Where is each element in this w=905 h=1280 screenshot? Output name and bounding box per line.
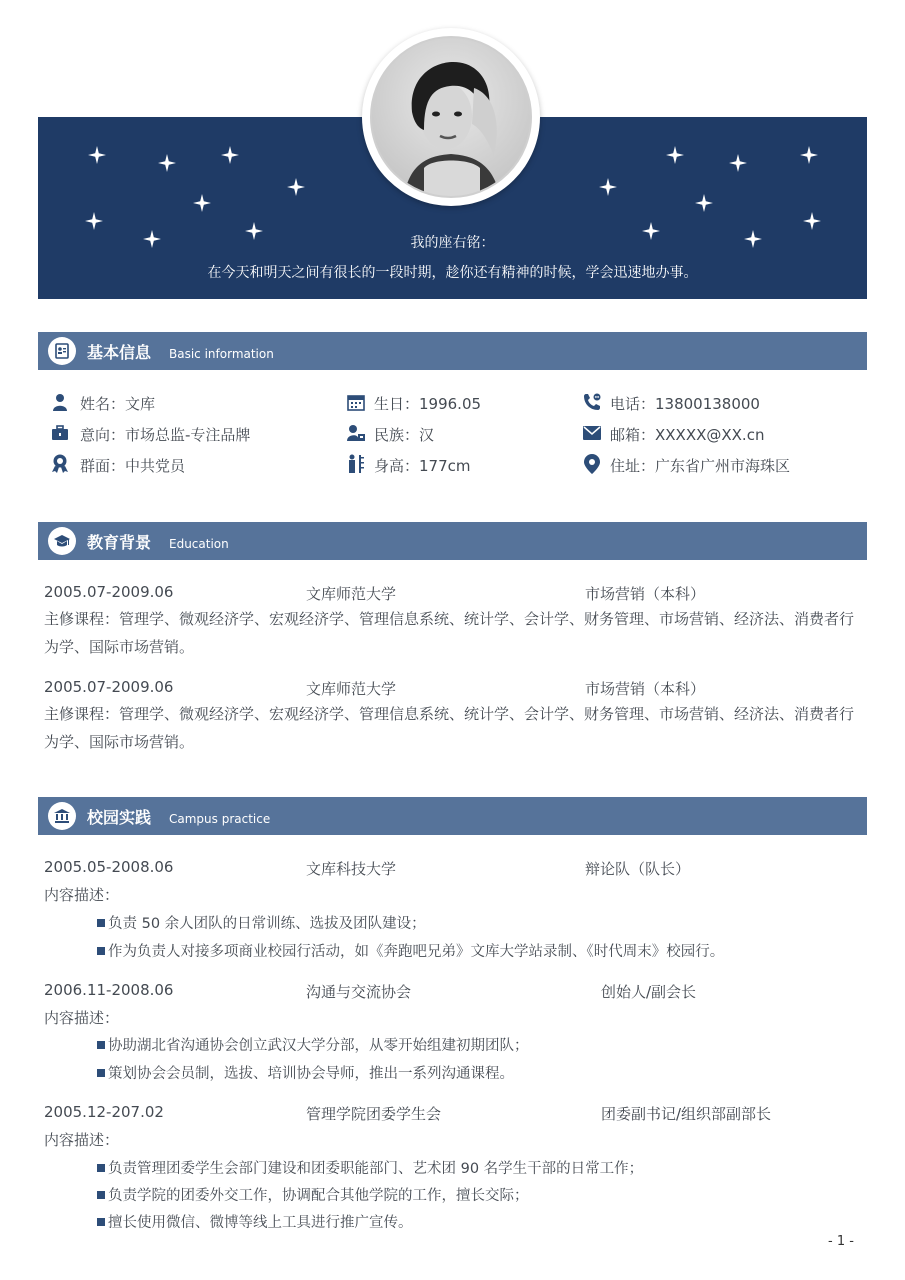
campus-bullet: 作为负责人对接多项商业校园行活动，如《奔跑吧兄弟》文库大学站录制、《时代周末》校园行。: [97, 940, 724, 961]
motto-text: 在今天和明天之间有很长的一段时期，趁你还有精神的时候，学会迅速地办事。: [207, 265, 698, 281]
campus-role: 辩论队（队长）: [585, 860, 691, 878]
info-phone: 电话：13800138000: [610, 395, 760, 413]
section-subtitle: Education: [169, 537, 229, 551]
mail-icon: [583, 426, 601, 440]
campus-role: 创始人/副会长: [601, 983, 697, 1001]
info-email: 邮箱：XXXXX@XX.cn: [610, 426, 765, 444]
star-icon: [729, 154, 747, 172]
briefcase-icon: [51, 425, 69, 441]
section-subtitle: Basic information: [169, 347, 274, 361]
campus-bullet: 擅长使用微信、微博等线上工具进行推广宣传。: [97, 1211, 413, 1232]
campus-bullet: 协助湖北省沟通协会创立武汉大学分部，从零开始组建初期团队；: [97, 1034, 529, 1055]
star-icon: [158, 154, 176, 172]
edu-major: 市场营销（本科）: [585, 585, 706, 603]
edu-period: 2005.07-2009.06: [44, 583, 174, 601]
campus-period: 2005.05-2008.06: [44, 858, 174, 876]
info-height: 身高：177cm: [374, 457, 471, 475]
campus-period: 2005.12-207.02: [44, 1103, 164, 1121]
star-icon: [221, 146, 239, 164]
campus-role: 团委副书记/组织部副部长: [601, 1105, 772, 1123]
star-icon: [193, 194, 211, 212]
motto-title: 我的座右铭：: [410, 235, 495, 251]
info-political: 群面：中共党员: [80, 457, 186, 475]
star-icon: [599, 178, 617, 196]
height-icon: [347, 454, 365, 474]
star-icon: [695, 194, 713, 212]
star-icon: [666, 146, 684, 164]
person-icon: [52, 393, 68, 411]
avatar-photo: [362, 28, 540, 206]
edu-period: 2005.07-2009.06: [44, 678, 174, 696]
section-education: [38, 522, 867, 560]
edu-school: 文库师范大学: [306, 585, 397, 603]
info-birthday: 生日：1996.05: [374, 395, 482, 413]
campus-bullet: 负责管理团委学生会部门建设和团委职能部门、艺术团 90 名学生干部的日常工作；: [97, 1157, 643, 1178]
star-icon: [85, 212, 103, 230]
edu-school: 文库师范大学: [306, 680, 397, 698]
phone-icon: [582, 393, 602, 411]
edu-courses: 主修课程：管理学、微观经济学、宏观经济学、管理信息系统、统计学、会计学、财务管理、市场营销、经济法、消费者行为学、国际市场营销。: [44, 610, 855, 656]
campus-desc-label: 内容描述：: [44, 1131, 120, 1149]
campus-desc-label: 内容描述：: [44, 1009, 120, 1027]
info-name: 姓名：文库: [80, 395, 156, 413]
id-card-icon: [48, 337, 76, 365]
star-icon: [803, 212, 821, 230]
info-ethnicity: 民族：汉: [374, 426, 435, 444]
avatar: [362, 28, 540, 206]
section-basic-info: [38, 332, 867, 370]
campus-desc-label: 内容描述：: [44, 886, 120, 904]
section-subtitle: Campus practice: [169, 812, 271, 826]
graduation-cap-icon: [48, 527, 76, 555]
info-intent: 意向：市场总监-专注品牌: [80, 426, 251, 444]
campus-org: 文库科技大学: [306, 860, 397, 878]
star-icon: [88, 146, 106, 164]
page-number: - 1 -: [828, 1234, 854, 1249]
star-icon: [800, 146, 818, 164]
campus-org: 沟通与交流协会: [306, 983, 412, 1001]
section-title: 基本信息: [87, 343, 152, 362]
calendar-icon: [347, 394, 365, 411]
campus-bullet: 负责学院的团委外交工作，协调配合其他学院的工作，擅长交际；: [97, 1184, 529, 1205]
edu-major: 市场营销（本科）: [585, 680, 706, 698]
edu-courses: 主修课程：管理学、微观经济学、宏观经济学、管理信息系统、统计学、会计学、财务管理、市场营销、经济法、消费者行为学、国际市场营销。: [44, 705, 855, 751]
campus-period: 2006.11-2008.06: [44, 981, 174, 999]
section-title: 教育背景: [87, 533, 152, 552]
section-title: 校园实践: [87, 808, 152, 827]
star-icon: [287, 178, 305, 196]
user-lock-icon: [347, 424, 365, 442]
location-pin-icon: [584, 454, 600, 474]
badge-icon: [51, 454, 69, 474]
campus-bullet: 策划协会会员制，选拔、培训协会导师，推出一系列沟通课程。: [97, 1062, 514, 1083]
info-address: 住址：广东省广州市海珠区: [610, 457, 791, 475]
institution-icon: [48, 802, 76, 830]
section-campus: [38, 797, 867, 835]
campus-org: 管理学院团委学生会: [306, 1105, 442, 1123]
campus-bullet: 负责 50 余人团队的日常训练、选拔及团队建设；: [97, 912, 426, 933]
